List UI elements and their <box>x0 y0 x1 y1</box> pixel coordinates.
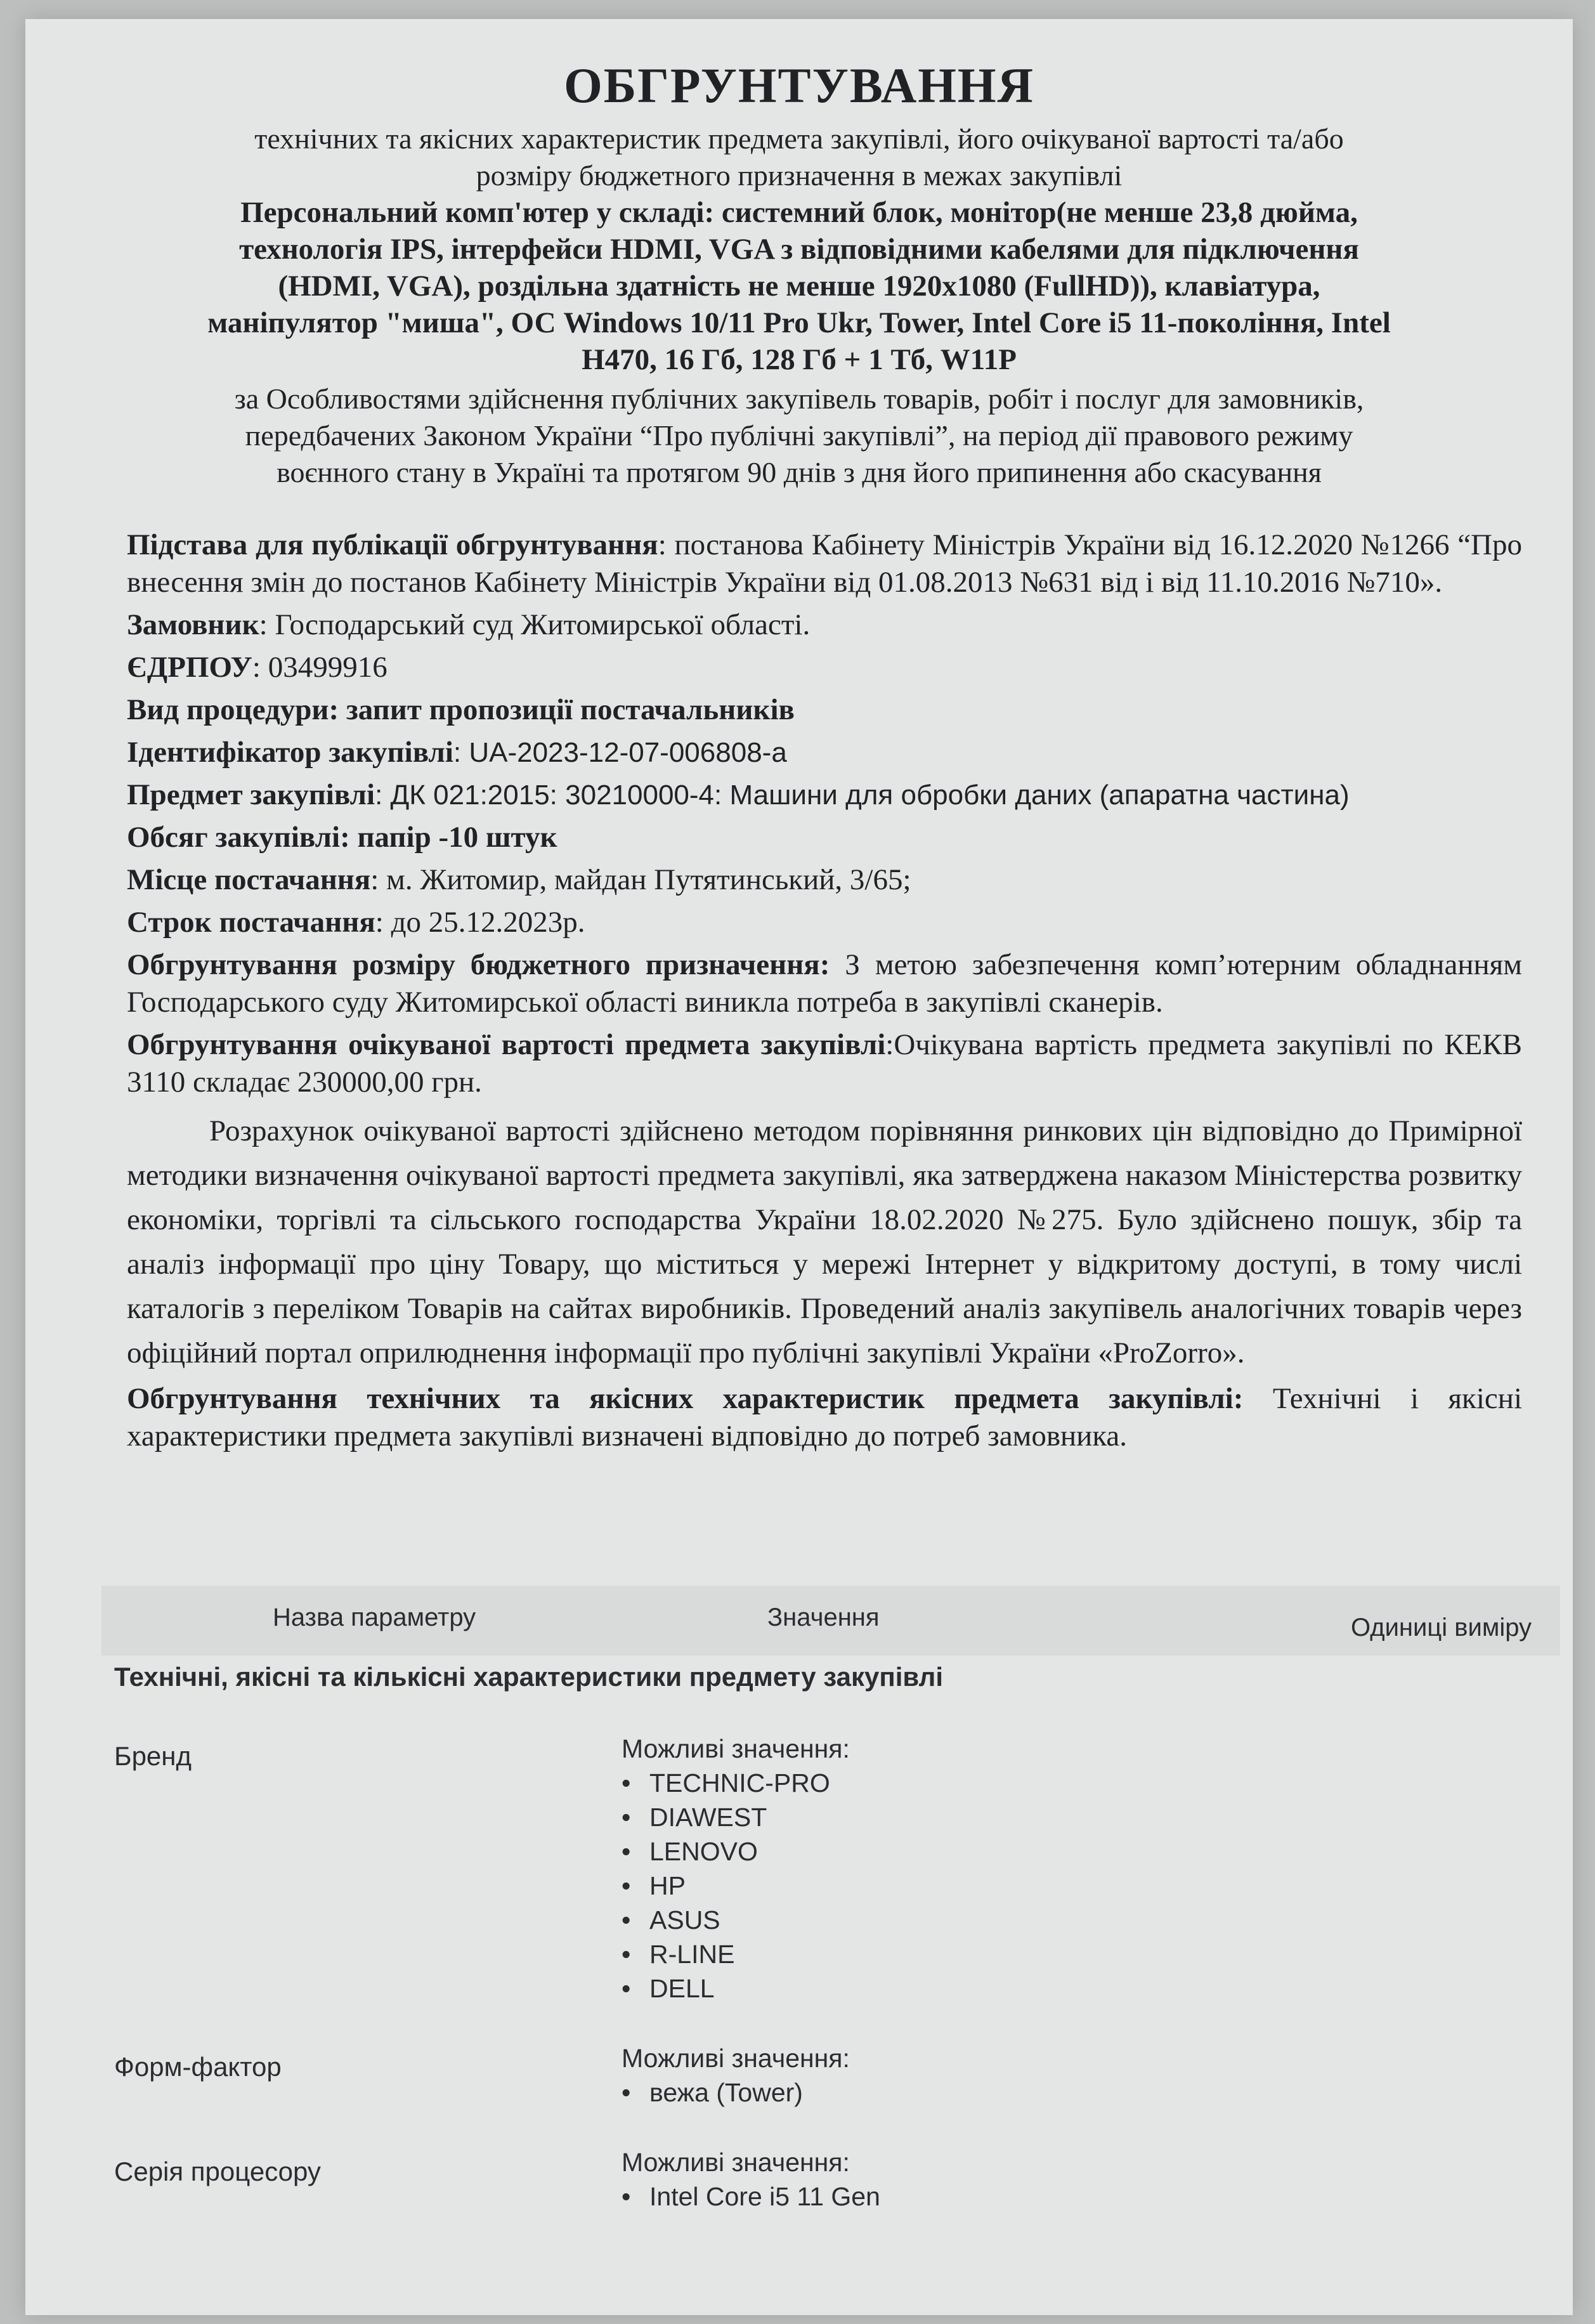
subject-line: H470, 16 Гб, 128 Гб + 1 Тб, W11P <box>582 343 1017 376</box>
subtitle-line: технічних та якісних характеристик предмета закупівлі, його очікуваної вартості та/або <box>254 122 1344 155</box>
document-subtitle <box>114 121 1484 194</box>
field-label: Строк постачання <box>127 906 375 939</box>
basis-line: передбачених Законом України “Про публічні закупівлі”, на період дії правового режиму <box>245 419 1353 452</box>
field-value: З метою забезпечення комп’ютерним обладнанням Господарського суду Житомирської області виникла потреба в закупівлі сканерів. <box>127 948 1522 1019</box>
calculation-paragraph: Розрахунок очікуваної вартості здійснено методом порівняння ринкових цін відповідно до Примірної методики визначення очікуваної вартості предмета закупівлі, яка затверджена наказом Міністерства розвитку економіки, торгівлі та сільського господарства України 18.02.2020 №275. Було здійснено пошук, збір та аналіз інформації про ціну Товару, що міститься у мережі Інтернет у відкритому доступі, в тому числі каталогів з переліком Товарів на сайтах виробників. Проведений аналіз закупівель аналогічних товарів через офіційний портал оприлюднення інформації про публічні закупівлі України «ProZorro». <box>127 1114 1522 1369</box>
column-header-value: Значення <box>767 1603 880 1631</box>
field-value: : ДК 021:2015: 30210000-4: Машини для обробки даних (апаратна частина) <box>375 780 1350 811</box>
table-section-title: Технічні, якісні та кількісні характеристики предмету закупівлі <box>114 1662 944 1692</box>
value-option: • R-LINE <box>622 1937 850 1971</box>
field-label: Обгрунтування технічних та якісних характеристик предмета закупівлі: <box>127 1382 1244 1415</box>
field-label: ЄДРПОУ <box>127 651 252 684</box>
technical-justification <box>127 1380 1522 1455</box>
basis-line: за Особливостями здійснення публічних закупівель товарів, робіт і послуг для замовників, <box>234 382 1364 415</box>
field-label: Підстава для публікації обгрунтування <box>127 528 658 561</box>
procurement-subject-code <box>127 776 1522 814</box>
publication-basis <box>127 526 1522 601</box>
param-label-cpu-series: Серія процесору <box>114 2157 321 2186</box>
field-value: : до 25.12.2023р. <box>375 906 585 939</box>
column-header-unit: Одиниці виміру <box>1351 1614 1532 1642</box>
customer <box>127 606 1522 644</box>
edrpou <box>127 649 1522 686</box>
document-body <box>127 526 1522 1460</box>
field-label: Замовник <box>127 608 259 641</box>
document-title: ОБГРУНТУВАННЯ <box>564 58 1034 113</box>
delivery-place <box>127 861 1522 899</box>
procurement-subject <box>114 194 1484 378</box>
field-label: Місце постачання <box>127 863 371 896</box>
field-value: : UA-2023-12-07-006808-a <box>453 737 787 768</box>
table-header <box>101 1586 1560 1655</box>
value-option: • TECHNIC-PRO <box>622 1766 850 1800</box>
param-label-form-factor: Форм-фактор <box>114 2052 282 2082</box>
field-label: Обсяг закупівлі: папір -10 штук <box>127 821 557 854</box>
subtitle-line: розміру бюджетного призначення в межах закупівлі <box>476 159 1123 192</box>
field-value: Технічні і якісні характеристики предмета закупівлі визначені відповідно до потреб замовника. <box>127 1382 1523 1452</box>
param-values-brand <box>622 1732 850 2006</box>
document-page <box>25 19 1573 2315</box>
field-label: Ідентифікатор закупівлі <box>127 736 453 769</box>
field-value: : 03499916 <box>252 651 387 684</box>
field-value: : м. Житомир, майдан Путятинський, 3/65; <box>370 863 911 896</box>
legal-basis <box>114 381 1484 491</box>
subject-line: Персональний комп'ютер у складі: системний блок, монітор(не менше 23,8 дюйма, <box>240 196 1358 229</box>
values-list <box>622 2179 880 2214</box>
field-value: :Очікувана вартість предмета закупівлі по КЕКВ 3110 складає 230000,00 грн. <box>127 1028 1522 1099</box>
field-value: : запит пропозиції постачальників <box>329 693 795 726</box>
value-option: • DELL <box>622 1971 850 2006</box>
field-value: : Господарський суд Житомирської області. <box>259 608 811 641</box>
delivery-term <box>127 904 1522 941</box>
values-list <box>622 2075 850 2110</box>
value-option: • LENOVO <box>622 1834 850 1869</box>
cost-justification <box>127 1026 1522 1101</box>
field-label: Предмет закупівлі <box>127 778 375 811</box>
subject-line: (HDMI, VGA), роздільна здатність не менше 1920x1080 (FullHD)), клавіатура, <box>278 270 1320 303</box>
procurement-volume <box>127 819 1522 856</box>
procedure-type <box>127 691 1522 729</box>
value-option: • ASUS <box>622 1903 850 1937</box>
param-label-brand: Бренд <box>114 1741 192 1771</box>
procurement-id <box>127 734 1522 771</box>
values-list <box>622 1766 850 2006</box>
value-option: • HP <box>622 1869 850 1903</box>
values-caption: Можливі значення: <box>622 2148 850 2177</box>
value-option: • Intel Core i5 11 Gen <box>622 2179 880 2214</box>
field-label: Обгрунтування очікуваної вартості предмета закупівлі <box>127 1028 886 1061</box>
values-caption: Можливі значення: <box>622 1734 850 1763</box>
field-label: Вид процедури <box>127 693 329 726</box>
column-header-parameter: Назва параметру <box>273 1603 476 1631</box>
param-values-form-factor <box>622 2041 850 2110</box>
param-values-cpu-series <box>622 2145 880 2214</box>
field-value: : постанова Кабінету Міністрів України від 16.12.2020 №1266 “Про внесення змін до постанов Кабінету Міністрів України від 01.08.2013 №631 від і від 11.10.2016 №710». <box>127 528 1522 599</box>
values-caption: Можливі значення: <box>622 2044 850 2073</box>
field-label: Обгрунтування розміру бюджетного призначення: <box>127 948 830 981</box>
subject-line: технологія IPS, інтерфейси HDMI, VGA з відповідними кабелями для підключення <box>239 233 1359 266</box>
subject-line: маніпулятор "миша", ОС Windows 10/11 Pro Ukr, Tower, Intel Core i5 11-покоління, Intel <box>207 306 1391 339</box>
basis-line: воєнного стану в Україні та протягом 90 днів з дня його припинення або скасування <box>277 456 1322 488</box>
value-option: • вежа (Tower) <box>622 2075 850 2110</box>
value-option: • DIAWEST <box>622 1800 850 1834</box>
budget-justification <box>127 946 1522 1021</box>
